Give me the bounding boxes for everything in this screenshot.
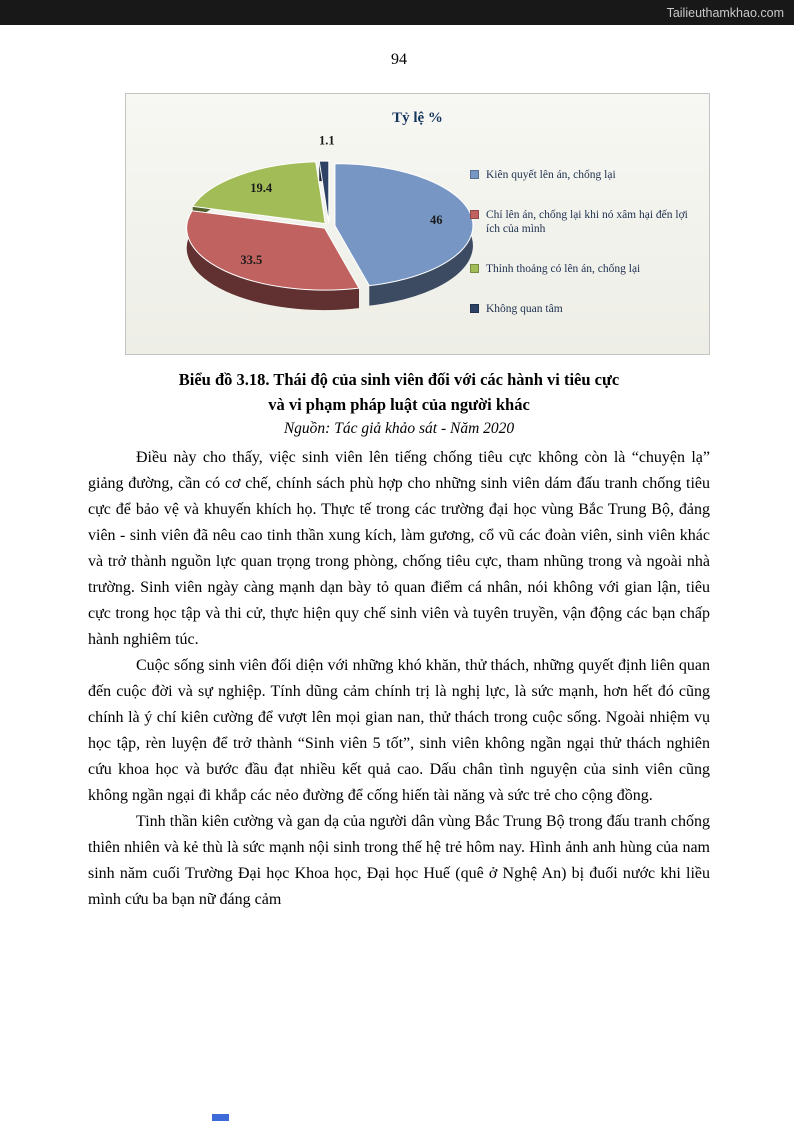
- legend-label: Thỉnh thoảng có lên án, chống lại: [486, 263, 641, 275]
- watermark-bar: [0, 0, 794, 25]
- watermark-text: Tailieuthamkhao.com: [666, 5, 784, 20]
- legend-swatch: [470, 170, 479, 179]
- figure-caption-line2: và vi phạm pháp luật của người khác: [268, 395, 530, 414]
- legend-label: Chỉ lên án, chống lại khi nó xâm hại đến lợi ích của mình: [486, 209, 688, 235]
- legend-item: [470, 168, 702, 182]
- paragraph: Cuộc sống sinh viên đối diện với những khó khăn, thử thách, những quyết định liên quan đến cuộc đời và sự nghiệp. Tính dũng cảm chính trị là nghị lực, là sức mạnh, hơn hết đó cũng chính là ý chí kiên cường để vượt lên mọi gian nan, thử thách trong cuộc sống. Ngoài nhiệm vụ học tập, rèn luyện để trở thành “Sinh viên 5 tốt”, sinh viên không ngần ngại thử thách nghiên cứu khoa học và bước đầu đạt nhiều kết quả cao. Dấu chân tình nguyện của sinh viên cũng không ngần ngại đi khắp các nẻo đường để cống hiến tài năng và sức trẻ cho cộng đồng.: [88, 657, 710, 804]
- figure-caption: [88, 367, 710, 417]
- legend-item: [470, 262, 702, 276]
- legend-swatch: [470, 304, 479, 313]
- body-text: [88, 445, 710, 913]
- legend-label: Kiên quyết lên án, chống lại: [486, 169, 616, 181]
- svg-text:19.4: 19.4: [250, 180, 273, 195]
- footer-mark: [212, 1114, 229, 1121]
- pie-chart-figure: [125, 93, 710, 355]
- figure-source: Nguồn: Tác giả khảo sát - Năm 2020: [283, 420, 515, 437]
- chart-legend: [470, 168, 702, 316]
- svg-text:46: 46: [430, 212, 443, 227]
- paragraph: Điều này cho thấy, việc sinh viên lên tiếng chống tiêu cực không còn là “chuyện lạ” giảng đường, cần có cơ chế, chính sách phù hợp cho những sinh viên dám đấu tranh chống tiêu cực để bảo vệ và khuyến khích họ. Thực tế trong các trường đại học vùng Bắc Trung Bộ, đảng viên - sinh viên đã nêu cao tinh thần xung kích, làm gương, cổ vũ các đoàn viên, sinh viên khác và trở thành nguồn lực quan trọng trong phòng, chống tiêu cực, tham nhũng trong và ngoài nhà trường. Sinh viên ngày càng mạnh dạn bày tỏ quan điểm cá nhân, nói không với gian lận, tiêu cực trong học tập và thi cử, thực hiện quy chế sinh viên và tuyên truyền, vận động các bạn chấp hành nghiêm túc.: [88, 449, 710, 648]
- legend-item: [470, 208, 702, 236]
- figure-caption-line1: Biểu đồ 3.18. Thái độ của sinh viên đối với các hành vi tiêu cực: [178, 370, 620, 389]
- svg-text:33.5: 33.5: [240, 253, 263, 268]
- paragraph: Tinh thần kiên cường và gan dạ của người dân vùng Bắc Trung Bộ trong đấu tranh chống thiên nhiên và kẻ thù là sức mạnh nội sinh trong thế hệ trẻ hôm nay. Hình ảnh anh hùng của nam sinh năm cuối Trường Đại học Khoa học, Đại học Huế (quê ở Nghệ An) bị đuối nước khi liều mình cứu ba bạn nữ đáng cảm: [88, 813, 710, 908]
- legend-item: [470, 302, 702, 316]
- svg-text:1.1: 1.1: [319, 133, 335, 148]
- legend-swatch: [470, 264, 479, 273]
- legend-swatch: [470, 210, 479, 219]
- chart-title: Tỷ lệ %: [392, 110, 443, 126]
- legend-label: Không quan tâm: [486, 303, 563, 315]
- pie-chart: [134, 104, 526, 354]
- page-number: 94: [391, 51, 407, 68]
- page-content: [88, 25, 710, 913]
